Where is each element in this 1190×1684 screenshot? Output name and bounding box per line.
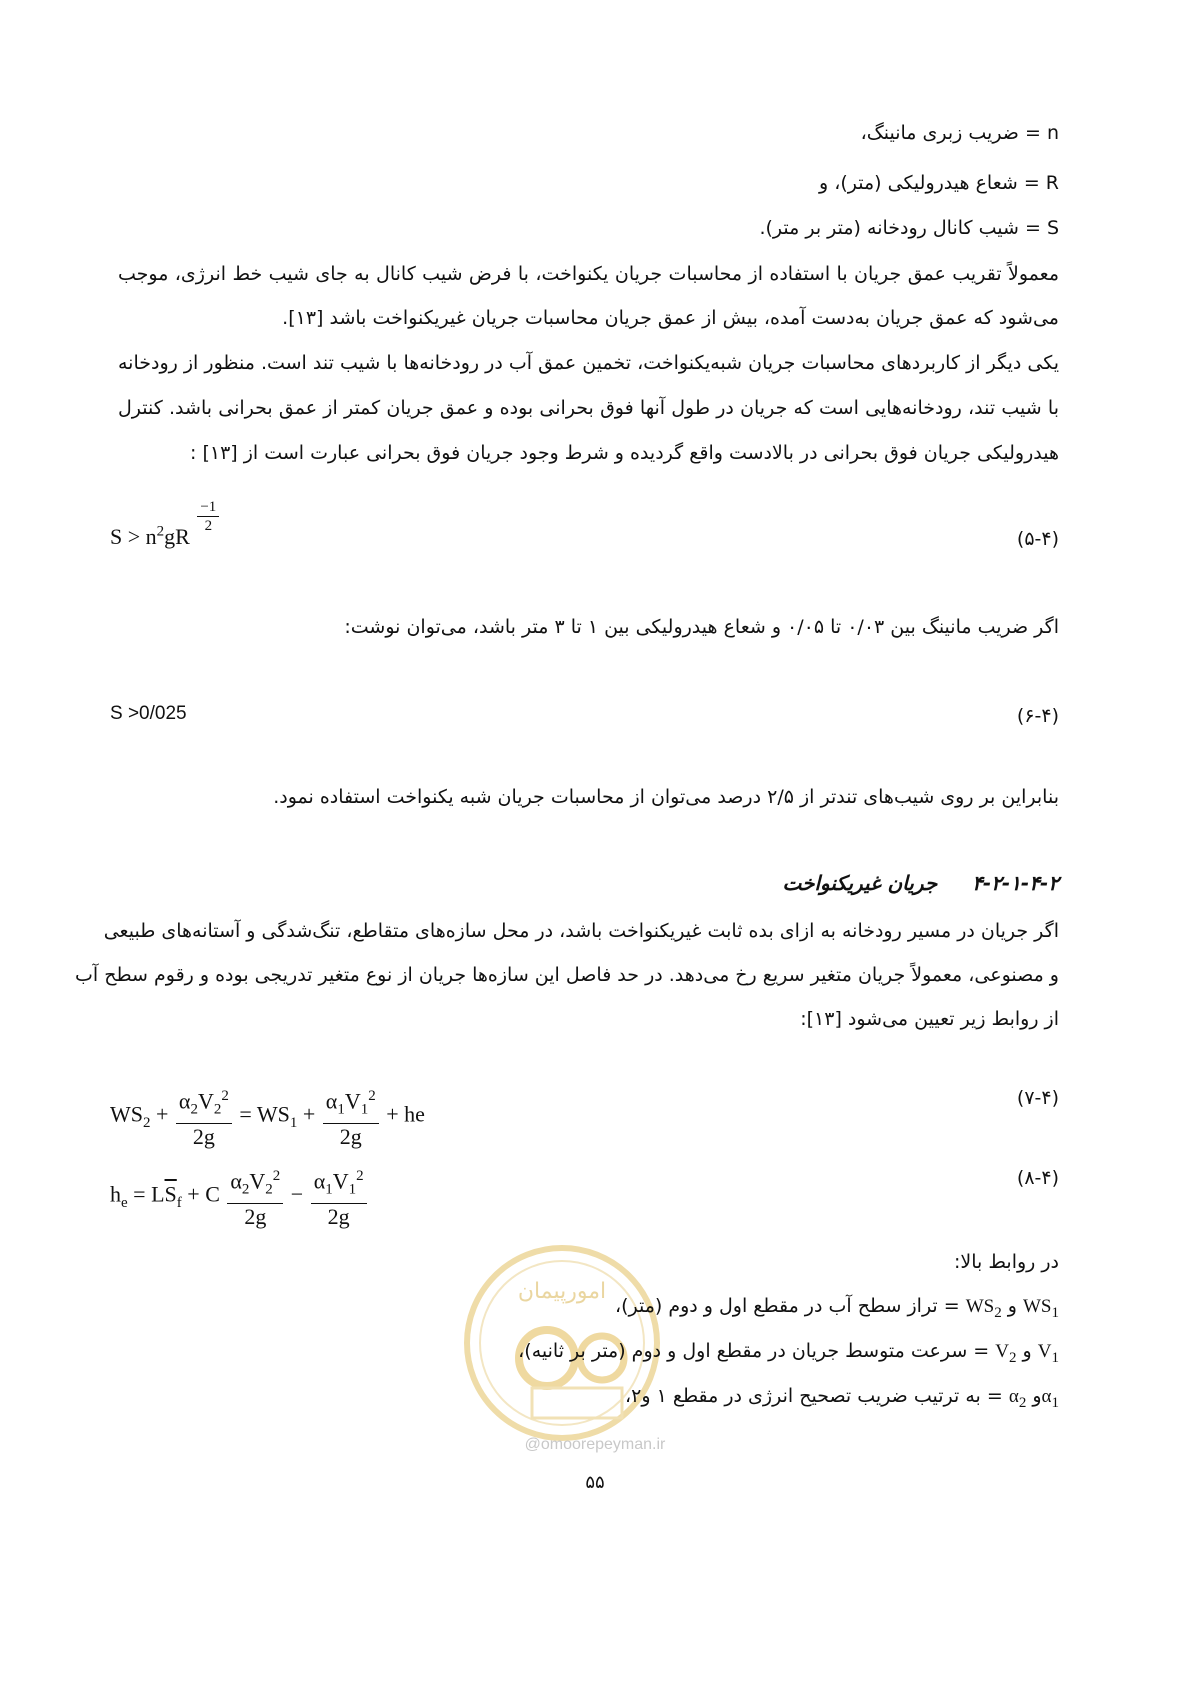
page-number: ۵۵	[585, 1472, 605, 1493]
para2-line2: با شیب تند، رودخانه‌هایی است که جریان در طول آنها فوق بحرانی بوده و عمق جریان کمتر از عمق بحرانی باشد. کنترل	[118, 397, 1059, 419]
def-S: S = شیب کانال رودخانه (متر بر متر).	[759, 217, 1059, 239]
para5-line1: اگر جریان در مسیر رودخانه به ازای بده ثابت غیریکنواخت باشد، در محل سازه‌های متقاطع، تنگ‌شدگی و آستانه‌های طبیعی	[103, 920, 1059, 942]
eq6-number: (۶-۴)	[1016, 705, 1059, 727]
eq5-lhs: S > n	[110, 524, 157, 549]
eq5-mid: gR	[164, 524, 190, 549]
equation-6: S >0/025	[110, 703, 187, 724]
para5-line2: و مصنوعی، معمولاً جریان متغیر سریع رخ می‌دهد. در حد فاصل این سازه‌ها جریان از نوع متغیر تدریجی بوده و رقوم سطح آب	[74, 964, 1059, 986]
equation-5	[110, 498, 221, 550]
para3: اگر ضریب مانینگ بین ۰/۰۳ تا ۰/۰۵ و شعاع هیدرولیکی بین ۱ تا ۳ متر باشد، می‌توان نوشت:	[344, 616, 1059, 638]
eq8-number: (۸-۴)	[1016, 1167, 1059, 1189]
def-n: n = ضریب زبری مانینگ،	[860, 122, 1059, 144]
watermark-site: @omoorepeyman.ir	[524, 1436, 666, 1453]
para2-line3: هیدرولیکی جریان فوق بحرانی در بالادست واقع گردیده و شرط وجود جریان فوق بحرانی عبارت است از [۱۳] :	[190, 442, 1059, 464]
para1-line1: معمولاً تقریب عمق جریان با استفاده از محاسبات جریان یکنواخت، با فرض شیب کانال به جای شیب خط انرژی، موجب	[118, 263, 1059, 285]
watermark-logo-text: امورپیمان	[517, 1279, 607, 1304]
equation-8: $h_e = L\overline{S}_f + C$ $\frac{\alpha_2V_2^2}{2g}$ − $\frac{\alpha_1V_1^2}{2g}$	[110, 1163, 369, 1230]
eq7-number: (۷-۴)	[1016, 1087, 1059, 1109]
section-number: ۴-۲-۱-۴-۲	[972, 871, 1059, 895]
section-heading	[782, 870, 1059, 896]
para2-line1: یکی دیگر از کاربردهای محاسبات جریان شبه‌یکنواخت، تخمین عمق آب در رودخانه‌ها با شیب تند است. منظور از رودخانه	[118, 352, 1059, 374]
para5-line3: از روابط زیر تعیین می‌شود [۱۳]:	[800, 1008, 1059, 1030]
eq5-square: 2	[156, 523, 165, 540]
def-R: R = شعاع هیدرولیکی (متر)، و	[819, 172, 1059, 194]
where-v: $V_1$ و $V_2$ = سرعت متوسط جریان در مقطع اول و دوم (متر بر ثانیه)،	[518, 1340, 1059, 1366]
equation-7: $WS_2$ + $\frac{\alpha_2V_2^2}{2g}$ = $WS_1$ + $\frac{\alpha_1V_1^2}{2g}$ + he	[110, 1083, 425, 1150]
eq5-exponent: $\frac{-1}{2}$	[197, 498, 219, 535]
where-intro: در روابط بالا:	[954, 1251, 1059, 1273]
where-alpha: $\alpha_1و$ $\alpha_2$ = به ترتیب ضریب تصحیح انرژی در مقطع ۱ و۲،	[625, 1385, 1059, 1411]
para1-line2: می‌شود که عمق جریان به‌دست آمده، بیش از عمق جریان محاسبات جریان غیریکنواخت باشد [۱۳].	[282, 307, 1059, 329]
eq5-number: (۵-۴)	[1016, 528, 1059, 550]
where-ws: $WS_1$ و $WS_2$ = تراز سطح آب در مقطع اول و دوم (متر)،	[614, 1295, 1059, 1321]
section-title: جریان غیریکنواخت	[782, 871, 938, 895]
para4: بنابراین بر روی شیب‌های تندتر از ۲/۵ درصد می‌توان از محاسبات جریان شبه یکنواخت استفاده نمود.	[273, 786, 1059, 808]
